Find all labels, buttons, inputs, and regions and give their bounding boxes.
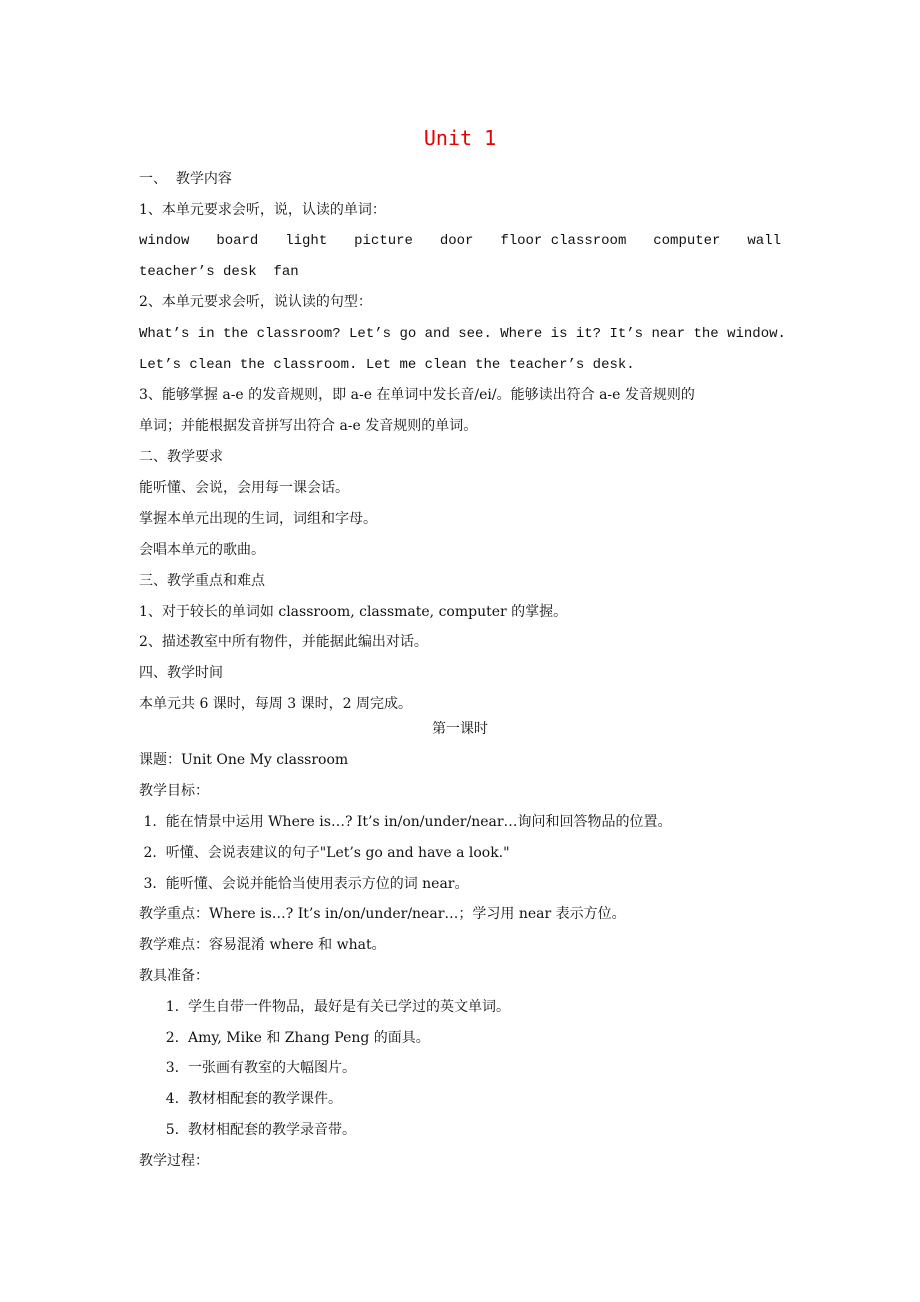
prep-item: 2. Amy, Mike 和 Zhang Peng 的面具。 [139,1030,430,1046]
section-3-line-1: 1、对于较长的单词如 classroom, classmate, computer 的掌握。 [139,604,568,620]
goal-item: 3. 能听懂、会说并能恰当使用表示方位的词 near。 [139,876,469,892]
section-1-item-3-line-2: 单词；并能根据发音拼写出符合 a-e 发音规则的单词。 [139,418,478,434]
goal-item: 1. 能在情景中运用 Where is…? It’s in/on/under/near…询问和回答物品的位置。 [139,814,672,830]
section-4-line-1: 本单元共 6 课时，每周 3 课时，2 周完成。 [139,696,412,712]
sentence-patterns-1: What’s in the classroom? Let’s go and see. Where is it? It’s near the window. [139,326,786,342]
vocab-word: wall [747,233,781,249]
lesson-title: 第一课时 [432,721,488,737]
section-1-item-3-line-1: 3、能够掌握 a-e 的发音规则，即 a-e 在单词中发长音/ei/。能够读出符合 a-e 发音规则的 [139,387,695,403]
prep-item: 1. 学生自带一件物品，最好是有关已学过的英文单词。 [139,999,510,1015]
goal-item: 2. 听懂、会说表建议的句子"Let’s go and have a look." [139,845,510,861]
vocab-word: door [439,233,474,249]
prep-label: 教具准备： [139,968,209,984]
sentence-patterns-2: Let’s clean the classroom. Let me clean the teacher’s desk. [139,357,635,373]
prep-item: 4. 教材相配套的教学课件。 [139,1091,342,1107]
section-2-line-1: 能听懂、会说，会用每一课会话。 [139,480,349,496]
vocab-word: computer [653,233,721,249]
vocab-word: picture [354,233,413,249]
section-3-heading: 三、教学重点和难点 [139,573,265,589]
document-title: Unit 1 [423,126,497,150]
vocabulary-line-2: teacher’s desk fan [139,264,299,280]
goals-label: 教学目标： [139,783,209,799]
section-1-item-1: 1、本单元要求会听，说，认读的单词： [139,202,386,218]
section-1-heading: 一、 教学内容 [139,171,232,187]
lesson-topic: 课题：Unit One My classroom [139,752,349,768]
prep-item: 3. 一张画有教室的大幅图片。 [139,1060,356,1076]
vocab-word: light [285,233,328,249]
section-2-line-2: 掌握本单元出现的生词，词组和字母。 [139,511,377,527]
vocab-word: window [139,233,190,249]
section-3-line-2: 2、描述教室中所有物件，并能据此编出对话。 [139,634,428,650]
key-point: 教学重点：Where is…? It’s in/on/under/near…；学习用 near 表示方位。 [139,906,626,922]
process-label: 教学过程： [139,1153,209,1169]
section-2-line-3: 会唱本单元的歌曲。 [139,542,265,558]
section-4-heading: 四、教学时间 [139,665,223,681]
prep-item: 5. 教材相配套的教学录音带。 [139,1122,356,1138]
section-2-heading: 二、教学要求 [139,449,223,465]
section-1-item-2: 2、本单元要求会听，说认读的句型： [139,294,372,310]
vocab-word: floor classroom [500,233,627,249]
vocab-word: board [216,233,259,249]
vocabulary-list [139,232,781,250]
difficulty: 教学难点：容易混淆 where 和 what。 [139,937,386,953]
